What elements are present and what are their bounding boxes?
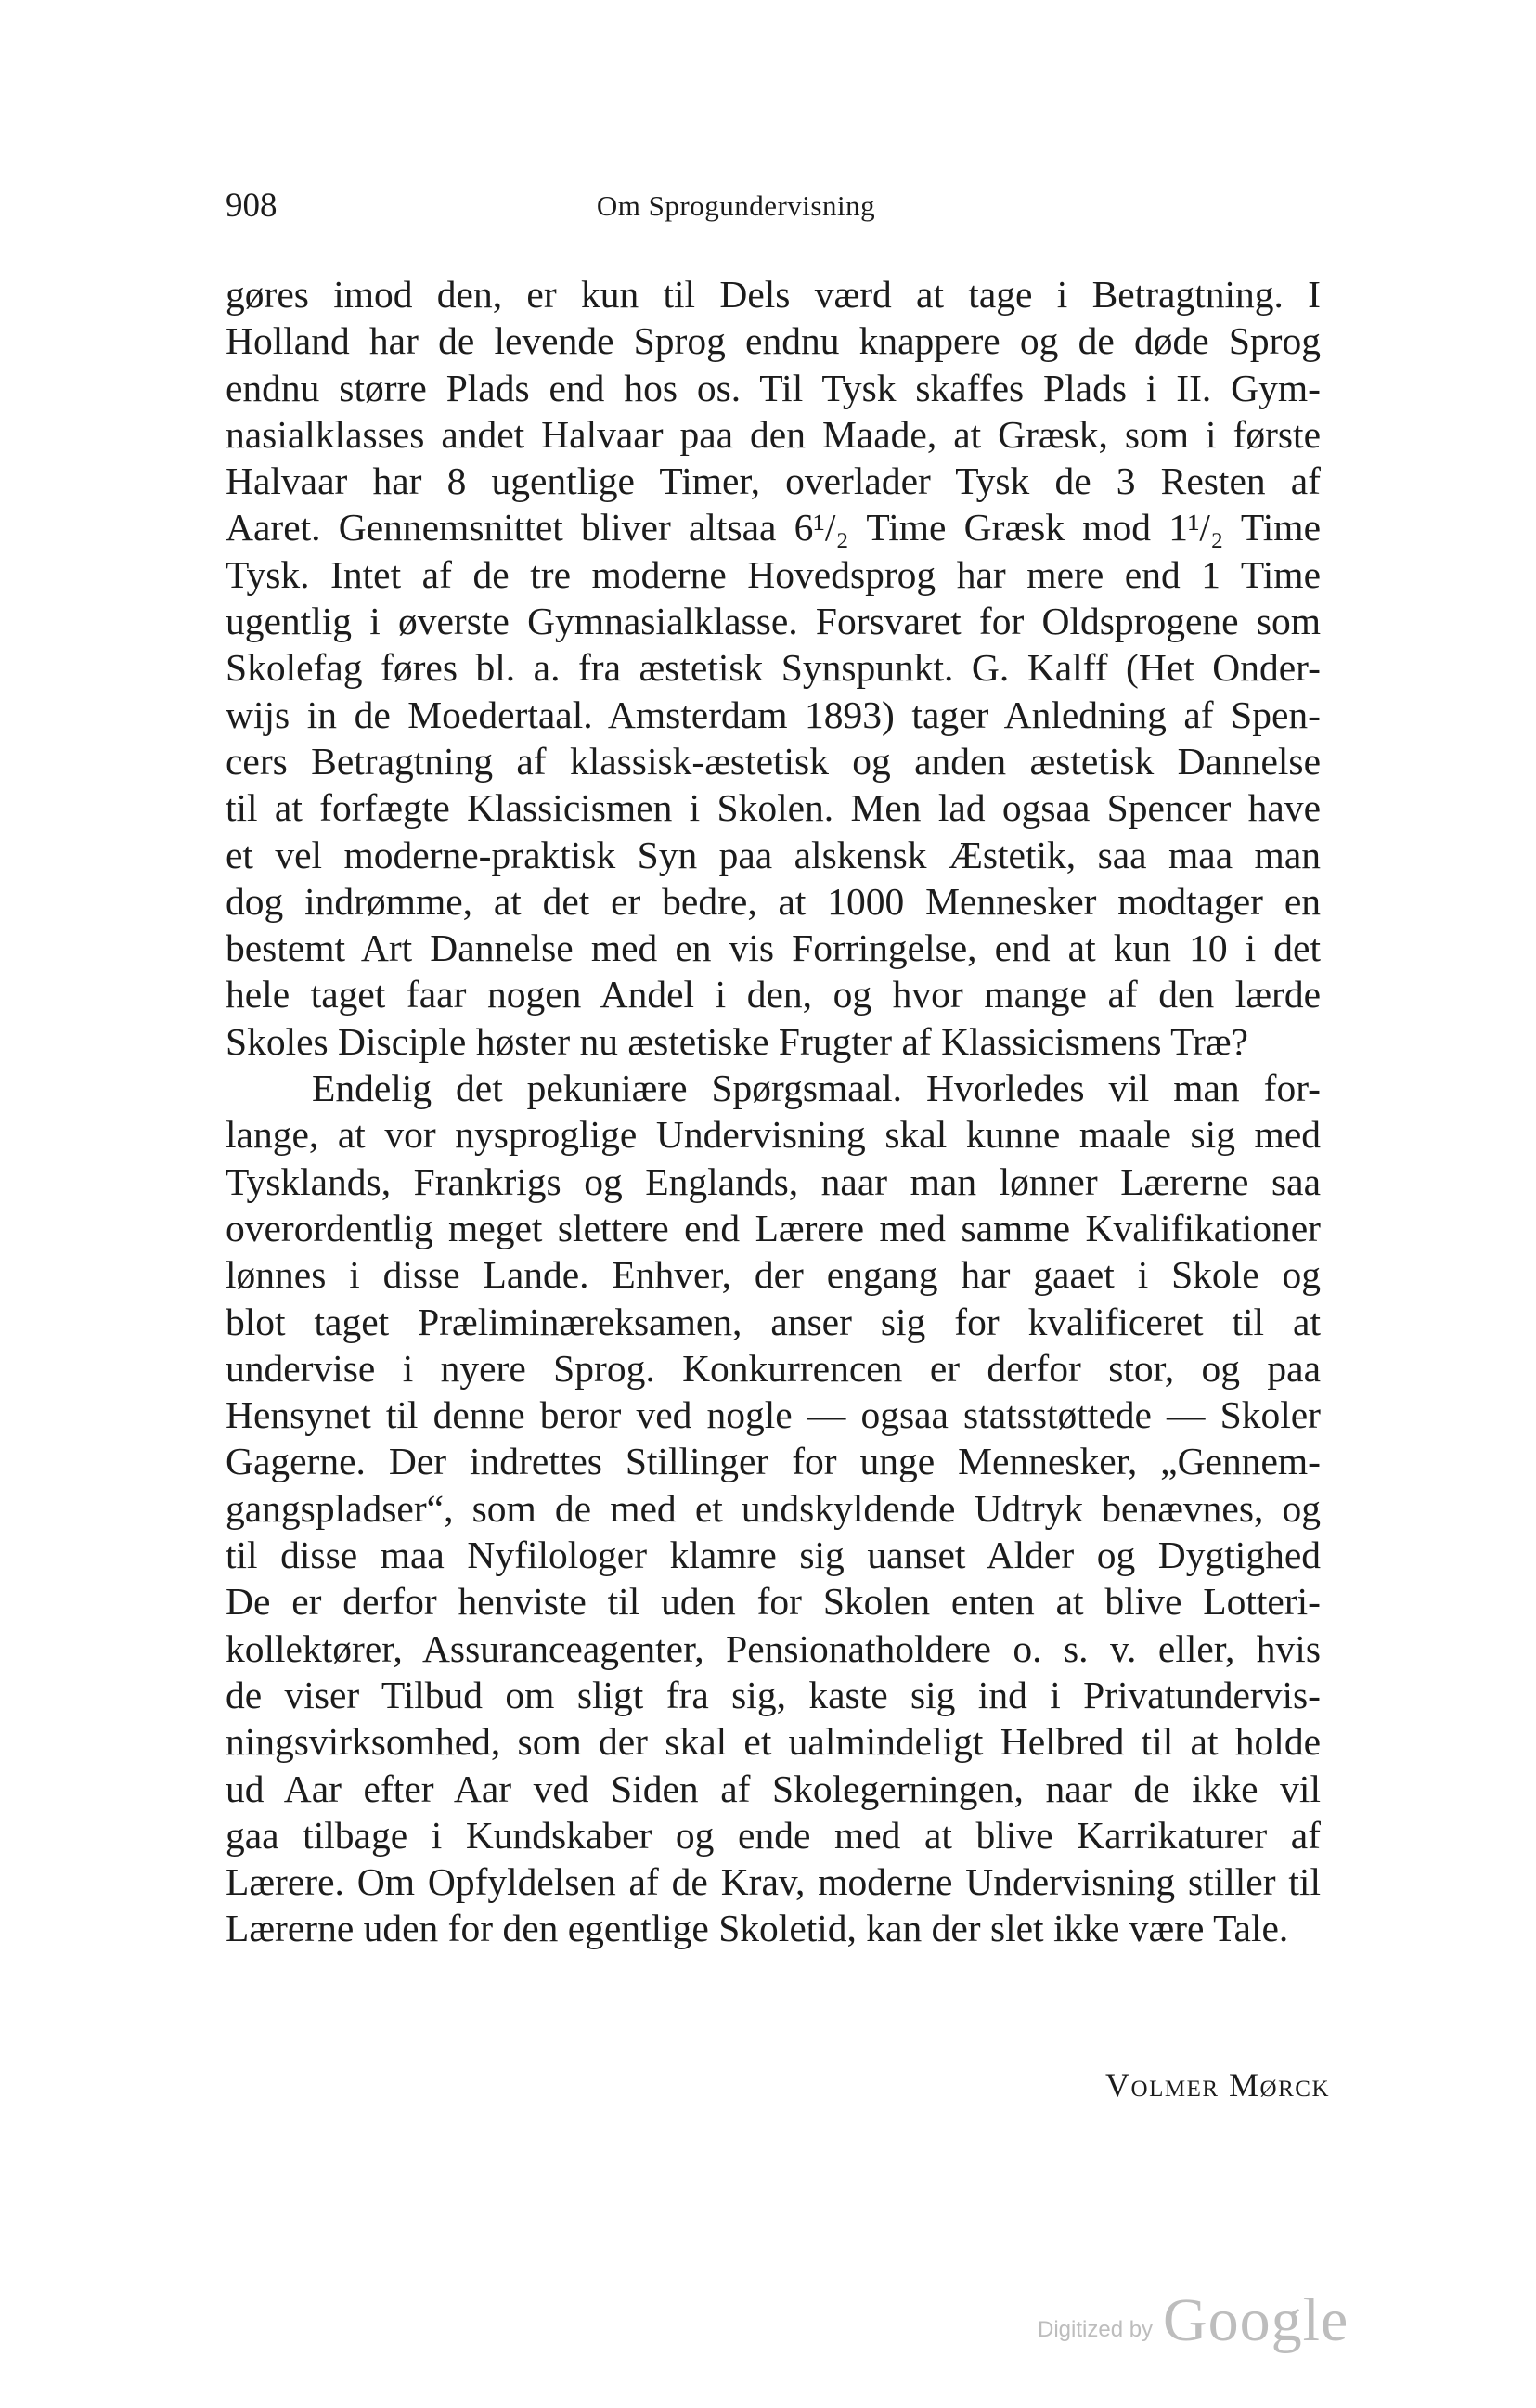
text-line: undervise i nyere Sprog. Konkurrencen er derfor stor, og paa (226, 1346, 1321, 1390)
text-line: til at forfægte Klassicismen i Skolen. Men lad ogsaa Spencer have (226, 786, 1321, 830)
text-line: nasialklasses andet Halvaar paa den Maade, at Græsk, som i første (226, 412, 1321, 456)
text-line: Endelig det pekuniære Spørgsmaal. Hvorledes vil man for- (312, 1067, 1321, 1110)
text-line: Lærerne uden for den egentlige Skoletid, kan der slet ikke være Tale. (226, 1907, 1289, 1950)
text-line: wijs in de Moedertaal. Amsterdam 1893) tager Anledning af Spen- (226, 693, 1321, 736)
text-line: Hensynet til denne beror ved nogle — ogsaa statsstøttede — Skoler (226, 1393, 1321, 1437)
text-line: Tysklands, Frankrigs og Englands, naar man lønner Lærerne saa (226, 1159, 1321, 1203)
text-line: ningsvirksomhed, som der skal et ualmindeligt Helbred til at holde (226, 1720, 1321, 1764)
text-line: til disse maa Nyfilologer klamre sig uanset Alder og Dygtighed (226, 1534, 1321, 1577)
text-line: de viser Tilbud om sligt fra sig, kaste sig ind i Privatundervis- (226, 1673, 1321, 1716)
text-line: Lærere. Om Opfyldelsen af de Krav, moderne Undervisning stiller til (226, 1860, 1321, 1904)
text-line: Skoles Disciple høster nu æstetiske Frugter af Klassicismens Træ? (226, 1019, 1248, 1063)
text-line: dog indrømme, at det er bedre, at 1000 Mennesker modtager en (226, 879, 1321, 923)
text-line: bestemt Art Dannelse med en vis Forringelse, end at kun 10 i det (226, 926, 1321, 970)
text-line: Tysk. Intet af de tre moderne Hovedsprog har mere end 1 Time (226, 552, 1321, 596)
text-line: endnu større Plads end hos os. Til Tysk skaffes Plads i II. Gym- (226, 366, 1321, 409)
text-line: Skolefag føres bl. a. fra æstetisk Synspunkt. G. Kalff (Het Onder- (226, 646, 1321, 690)
text-line: gøres imod den, er kun til Dels værd at tage i Betragtning. I (226, 273, 1321, 316)
text-line: gaa tilbage i Kundskaber og ende med at blive Karrikaturer af (226, 1813, 1321, 1857)
body-text (226, 271, 1321, 1952)
page-number: 908 (226, 187, 278, 225)
text-line: overordentlig meget slettere end Lærere med samme Kvalifikationer (226, 1206, 1321, 1249)
digitized-watermark (1038, 2285, 1372, 2360)
text-line: hele taget faar nogen Andel i den, og hvor mange af den lærde (226, 973, 1321, 1016)
author-signature: Volmer Mørck (1105, 2066, 1330, 2104)
text-line: blot taget Præliminæreksamen, anser sig for kvalificeret til at (226, 1300, 1321, 1343)
text-line: Aaret. Gennemsnittet bliver altsaa 6¹/₂ Time Græsk mod 1¹/₂ Time (226, 506, 1321, 550)
text-line: Holland har de levende Sprog endnu knappere og de døde Sprog (226, 319, 1321, 363)
text-line: lange, at vor nysproglige Undervisning skal kunne maale sig med (226, 1113, 1321, 1157)
text-line: Gagerne. Der indrettes Stillinger for unge Mennesker, „Gennem- (226, 1440, 1321, 1483)
text-line: ud Aar efter Aar ved Siden af Skolegerningen, naar de ikke vil (226, 1767, 1321, 1810)
google-logo: Google (1163, 2286, 1349, 2354)
text-line: ugentlig i øverste Gymnasialklasse. Forsvaret for Oldsprogene som (226, 600, 1321, 643)
page-header (226, 186, 1321, 232)
text-line: et vel moderne-praktisk Syn paa alskensk Æstetik, saa maa man (226, 833, 1321, 876)
text-line: gangspladser“, som de med et undskyldende Udtryk benævnes, og (226, 1486, 1321, 1530)
text-line: lønnes i disse Lande. Enhver, der engang har gaaet i Skole og (226, 1253, 1321, 1297)
text-line: cers Betragtning af klassisk-æstetisk og anden æstetisk Dannelse (226, 739, 1321, 783)
text-line: Halvaar har 8 ugentlige Timer, overlader Tysk de 3 Resten af (226, 460, 1321, 503)
text-line: De er derfor henviste til uden for Skolen enten at blive Lotteri- (226, 1580, 1321, 1624)
running-title: Om Sprogundervisning (596, 189, 876, 222)
text-line: kollektører, Assuranceagenter, Pensionatholdere o. s. v. eller, hvis (226, 1626, 1321, 1670)
watermark-prefix: Digitized by (1038, 2317, 1154, 2342)
